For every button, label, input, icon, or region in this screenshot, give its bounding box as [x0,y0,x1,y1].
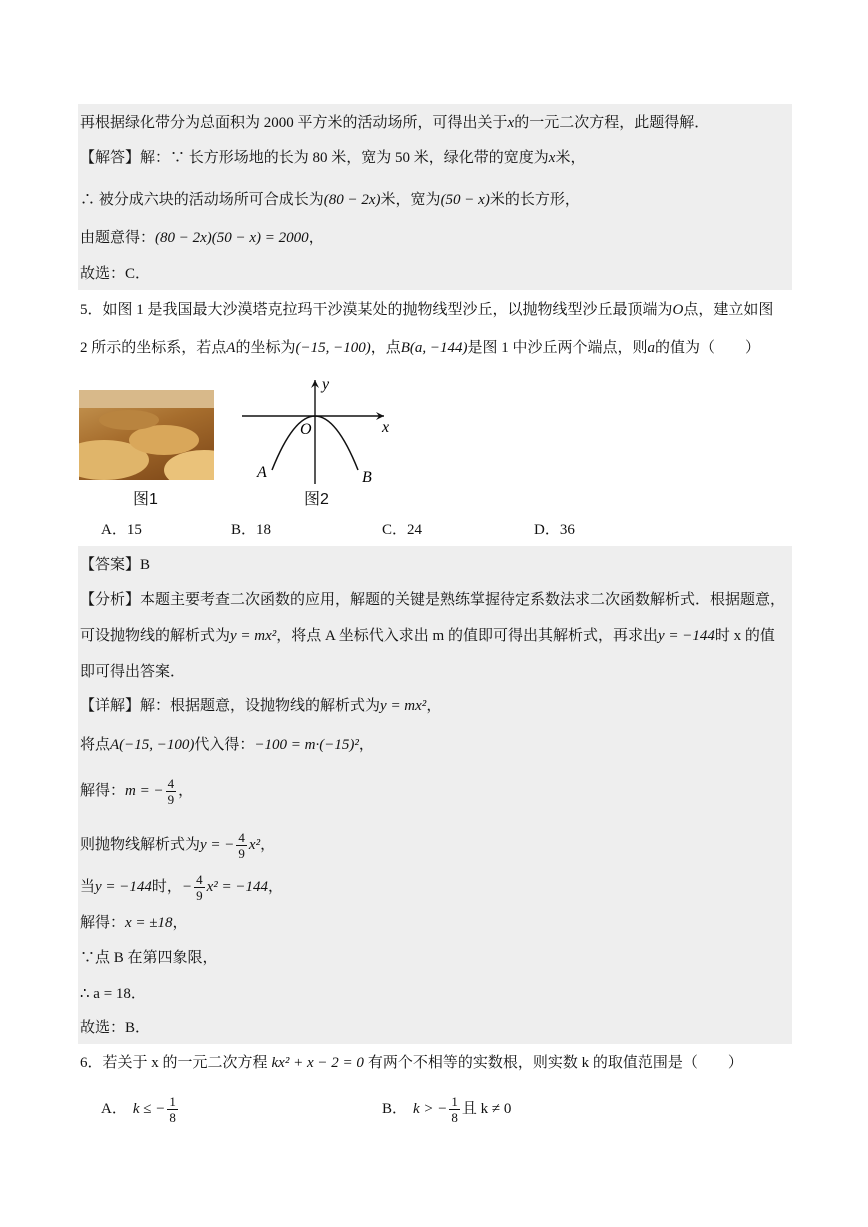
top-solution-line3: ∴ 被分成六块的活动场所可合成长为(80 − 2x)米，宽为(50 − x)米的长方形， [80,192,580,208]
q5-option-c[interactable]: C．24 [382,522,423,538]
parabola-diagram [236,374,406,489]
top-solution-line4: 由题意得：(80 − 2x)(50 − x) = 2000， [80,230,324,246]
point-b-label: B [362,469,372,486]
q6-option-a[interactable]: A． k ≤ − $\frac{1}{8}$ [101,1094,176,1125]
dune-shape [99,410,159,430]
top-solution-line1: 再根据绿化带分为总面积为 2000 平方米的活动场所，可得出关于x的一元二次方程，此题得解． [80,115,710,131]
q5-detail-line7: ∵点 B 在第四象限， [80,950,218,966]
q5-analysis-line1: 【分析】本题主要考查二次函数的应用，解题的关键是熟练掌握待定系数法求二次函数解析式．根据题意， [80,592,786,608]
q5-option-a[interactable]: A．15 [101,522,142,538]
q5-detail-line6: 解得：x = ±18， [80,915,188,931]
fraction-four-ninths: $\frac{4}{9}$ [196,872,203,903]
q5-analysis-line2: 可设抛物线的解析式为y = mx²，将点 A 坐标代入求出 m 的值即可得出其解析式，再求出y = −144时 x 的值 [80,628,775,644]
q5-detail-line4: 则抛物线解析式为y = − $\frac{4}{9}$ x²， [80,830,276,861]
dune-shape [79,390,214,408]
origin-label: O [300,421,312,438]
q5-answer: 【答案】B [80,557,151,573]
q6-stem: 6．若关于 x 的一元二次方程 kx² + x − 2 = 0 有两个不相等的实数根，则实数 k 的取值范围是（ ） [80,1055,743,1071]
desert-dune-photo [79,390,214,480]
q5-detail-line5: 当y = −144时，− $\frac{4}{9}$ x² = −144， [80,872,283,903]
q5-stem-line1: 5．如图 1 是我国最大沙漠塔克拉玛干沙漠某处的抛物线型沙丘，以抛物线型沙丘最顶端为O点，建立如图 [80,302,774,318]
q5-detail-line8: ∴ a = 18． [80,986,146,1002]
y-axis-label: y [322,376,330,393]
q5-option-d[interactable]: D．36 [534,522,575,538]
q5-option-b[interactable]: B．18 [231,522,272,538]
q5-detail-line1: 【详解】解：根据题意，设抛物线的解析式为y = mx²， [80,698,442,714]
q5-stem-line2: 2 所示的坐标系，若点A的坐标为(−15, −100)，点B(a, −144)是图 1 中沙丘两个端点，则a的值为（ ） [80,340,761,356]
q5-analysis-line3: 即可得出答案． [80,664,186,680]
q5-detail-line3: 解得：m = − $\frac{4}{9}$ ， [80,776,194,807]
q5-detail-line9: 故选：B． [80,1020,151,1036]
fraction-four-ninths: $\frac{4}{9}$ [167,776,175,807]
top-solution-line2: 【解答】解：∵ 长方形场地的长为 80 米，宽为 50 米，绿化带的宽度为x米， [80,150,586,166]
fig2-caption: 图2 [304,491,329,508]
q6-option-b[interactable]: B． k > − $\frac{1}{8}$ 且 k ≠ 0 [382,1094,512,1125]
fraction-one-eighth: $\frac{1}{8}$ [451,1094,458,1125]
q5-detail-line2: 将点A(−15, −100)代入得：−100 = m·(−15)²， [80,737,374,753]
x-axis-label: x [382,419,390,436]
answer-tag: 【解答】 [80,150,141,166]
top-solution-line5: 故选：C． [80,266,151,282]
fraction-one-eighth: $\frac{1}{8}$ [169,1094,176,1125]
fraction-four-ninths: $\frac{4}{9}$ [238,830,245,861]
fig1-caption: 图1 [133,491,158,508]
point-a-label: A [257,464,267,481]
